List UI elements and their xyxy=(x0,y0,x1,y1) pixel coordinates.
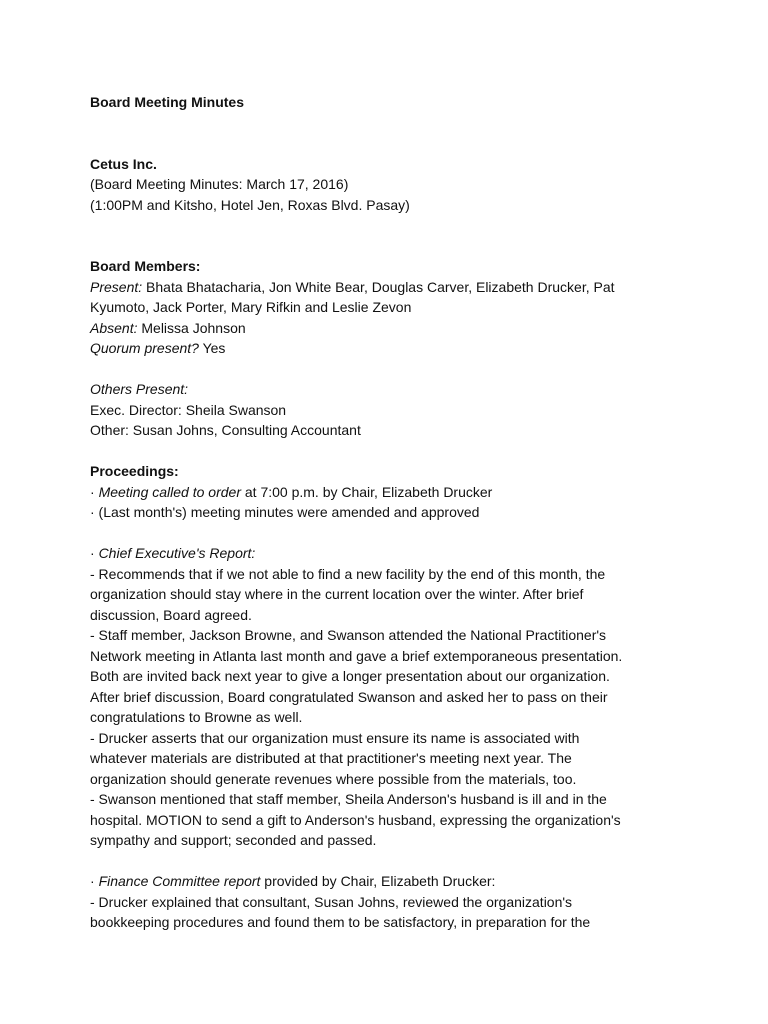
spacer xyxy=(90,113,678,154)
board-members-heading: Board Members: xyxy=(90,258,201,274)
ceo-report-body xyxy=(90,564,678,851)
spacer xyxy=(90,851,678,872)
ceo-report-line: sympathy and support; seconded and passed. xyxy=(90,832,377,848)
present-label: Present: xyxy=(90,278,143,295)
finance-report-label: Finance Committee report xyxy=(98,873,261,889)
absent-value: Melissa Johnson xyxy=(137,319,246,336)
spacer xyxy=(90,523,678,544)
ceo-report-line: discussion, Board agreed. xyxy=(90,606,252,623)
ceo-report-line: Network meeting in Atlanta last month and gave a brief extemporaneous presentation. xyxy=(90,647,623,664)
proceedings-item-call-to-order xyxy=(90,482,678,503)
ceo-report-line: congratulations to Browne as well. xyxy=(90,709,303,725)
ceo-report-line: hospital. MOTION to send a gift to Anderson's husband, expressing the organization's xyxy=(90,811,621,828)
ceo-report-heading-line xyxy=(90,543,678,564)
finance-report-line: bookkeeping procedures and found them to be satisfactory, in preparation for the xyxy=(90,914,591,930)
spacer xyxy=(90,359,678,380)
exec-director-line: Exec. Director: Sheila Swanson xyxy=(90,401,287,418)
bullet: · xyxy=(90,545,99,561)
present-line xyxy=(90,277,678,298)
quorum-line xyxy=(90,338,678,359)
finance-report-heading-line xyxy=(90,871,678,892)
ceo-report-line: - Staff member, Jackson Browne, and Swanson attended the National Practitioner's xyxy=(90,627,607,643)
ceo-report-line: - Recommends that if we not able to find a new facility by the end of this month, the xyxy=(90,565,606,582)
proceedings-heading: Proceedings: xyxy=(90,463,179,479)
quorum-value: Yes xyxy=(198,340,226,356)
ceo-report-heading: Chief Executive's Report: xyxy=(98,545,256,561)
absent-line xyxy=(90,318,678,339)
bullet: · xyxy=(90,483,99,500)
ceo-report-line: After brief discussion, Board congratulated Swanson and asked her to pass on their xyxy=(90,688,608,705)
absent-label: Absent: xyxy=(90,319,138,336)
call-to-order-label: Meeting called to order xyxy=(98,483,241,500)
finance-report-rest: provided by Chair, Elizabeth Drucker: xyxy=(260,873,496,889)
ceo-report-line: organization should stay where in the current location over the winter. After brief xyxy=(90,586,584,602)
company-name: Cetus Inc. xyxy=(90,155,157,172)
spacer xyxy=(90,236,678,257)
meeting-date-line: (Board Meeting Minutes: March 17, 2016) xyxy=(90,176,349,192)
ceo-report-line: whatever materials are distributed at that practitioner's meeting next year. The xyxy=(90,750,572,766)
bullet: · xyxy=(90,873,99,889)
ceo-report-line: organization should generate revenues where possible from the materials, too. xyxy=(90,770,577,787)
ceo-report-line: - Swanson mentioned that staff member, Sheila Anderson's husband is ill and in the xyxy=(90,791,607,807)
ceo-report-line: - Drucker asserts that our organization must ensure its name is associated with xyxy=(90,729,580,746)
call-to-order-rest: at 7:00 p.m. by Chair, Elizabeth Drucker xyxy=(240,483,493,500)
finance-report-line: - Drucker explained that consultant, Susan Johns, reviewed the organization's xyxy=(90,893,573,910)
spacer xyxy=(90,441,678,462)
spacer xyxy=(90,215,678,236)
ceo-report-line: Both are invited back next year to give a longer presentation about our organization. xyxy=(90,668,610,684)
present-names-2: Kyumoto, Jack Porter, Mary Rifkin and Leslie Zevon xyxy=(90,299,412,315)
document-title: Board Meeting Minutes xyxy=(90,94,245,110)
present-names-1: Bhata Bhatacharia, Jon White Bear, Douglas Carver, Elizabeth Drucker, Pat xyxy=(142,278,615,295)
others-present-heading: Others Present: xyxy=(90,381,189,397)
meeting-location-line: (1:00PM and Kitsho, Hotel Jen, Roxas Blvd. Pasay) xyxy=(90,196,410,213)
other-present-line: Other: Susan Johns, Consulting Accountant xyxy=(90,422,361,438)
proceedings-item-minutes-approved: · (Last month's) meeting minutes were amended and approved xyxy=(90,504,480,520)
quorum-label: Quorum present? xyxy=(90,340,199,356)
